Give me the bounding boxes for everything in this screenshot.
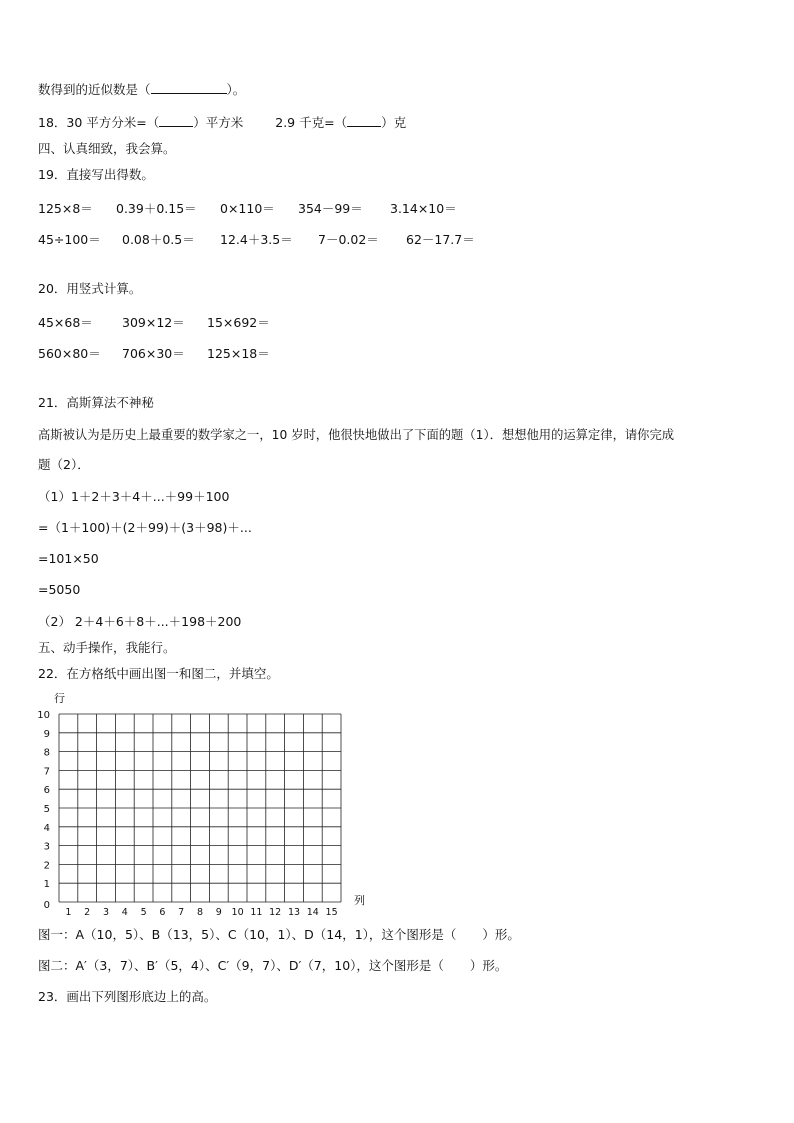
- grid-y-tick-label: 10: [37, 710, 50, 721]
- q22-figure-1: [38, 927, 520, 943]
- q19-r1-c5: 3.14×10＝: [390, 201, 457, 216]
- q22-fig2-suffix: ）形。: [469, 958, 508, 973]
- q18-blank-1[interactable]: [159, 126, 193, 127]
- q21-title: 21．高斯算法不神秘: [38, 395, 154, 410]
- q22-fig1-suffix: ）形。: [482, 927, 520, 942]
- grid-x-tick-label: 14: [306, 907, 319, 918]
- q19-r1-c4: 354－99＝: [298, 201, 363, 216]
- grid-x-ticks: [65, 907, 337, 918]
- section-4-heading: 四、认真细致，我会算。: [38, 141, 176, 156]
- q19-r2-c5: 62－17.7＝: [406, 232, 475, 247]
- q23-title: 23．画出下列图形底边上的高。: [38, 989, 217, 1004]
- q19-r1-c3: 0×110＝: [220, 201, 275, 216]
- grid-x-tick-label: 1: [65, 907, 72, 918]
- grid-x-tick-label: 2: [84, 907, 91, 918]
- q19-r2-c2: 0.08＋0.5＝: [122, 232, 195, 247]
- grid-x-tick-label: 5: [140, 907, 147, 918]
- q21-line-2: =（1＋100)＋(2＋99)＋(3＋98)＋...: [38, 520, 252, 535]
- grid-y-tick-label: 0: [43, 900, 50, 911]
- grid-y-tick-label: 7: [43, 766, 50, 778]
- q17-tail-close: ）。: [226, 82, 246, 97]
- grid-lines: [59, 714, 341, 902]
- grid-y-tick-label: 8: [43, 747, 50, 759]
- q19-r2-c1: 45÷100＝: [38, 232, 101, 247]
- grid-y-tick-label: 6: [43, 785, 50, 797]
- q20-r2-c2: 706×30＝: [122, 346, 185, 361]
- grid-y-tick-label: 5: [43, 804, 50, 815]
- grid-x-tick-label: 4: [121, 907, 128, 918]
- grid-x-tick-label: 6: [159, 907, 166, 918]
- q21-description-1: 高斯被认为是历史上最重要的数学家之一，10 岁时，他很快地做出了下面的题（1）．想想他用的运算定律，请你完成: [38, 428, 675, 442]
- q17-tail-text: 数得到的近似数是（: [38, 82, 151, 97]
- grid-y-ticks: [37, 710, 50, 911]
- q18-part1-prefix: 18．30 平方分米=（: [38, 115, 160, 130]
- q19-r1-c2: 0.39＋0.15＝: [116, 201, 197, 216]
- grid-x-tick-label: 12: [269, 907, 282, 918]
- section-5-heading: 五、动手操作，我能行。: [38, 640, 176, 655]
- q21-line-1: （1）1＋2＋3＋4＋...＋99＋100: [38, 489, 230, 504]
- q22-figure-2: [38, 958, 507, 974]
- q19-r1-c1: 125×8＝: [38, 201, 93, 216]
- grid-col-label: 列: [354, 894, 365, 907]
- grid-x-tick-label: 8: [196, 907, 204, 918]
- grid-y-tick-label: 1: [43, 879, 50, 891]
- coordinate-grid[interactable]: [30, 688, 380, 920]
- q21-line-4: =5050: [38, 582, 81, 597]
- q19-title: 19．直接写出得数。: [38, 167, 154, 182]
- q22-title: 22．在方格纸中画出图一和图二，并填空。: [38, 666, 279, 681]
- q21-description-2: 题（2）．: [38, 457, 90, 472]
- grid-x-tick-label: 7: [178, 907, 185, 918]
- q17-answer-blank[interactable]: [151, 93, 227, 94]
- grid-row-label: 行: [54, 692, 65, 705]
- q19-r2-c4: 7－0.02＝: [318, 232, 379, 247]
- grid-x-tick-label: 10: [231, 907, 244, 918]
- q21-line-5: （2） 2＋4＋6＋8＋...＋198＋200: [38, 614, 242, 629]
- q18-part2-suffix: ）克: [381, 115, 407, 130]
- grid-x-tick-label: 9: [215, 907, 222, 918]
- q20-r1-c3: 15×692＝: [207, 315, 270, 330]
- grid-y-tick-label: 9: [43, 728, 50, 740]
- q21-line-3: =101×50: [38, 551, 99, 566]
- grid-x-tick-label: 3: [102, 907, 110, 918]
- q18-part2-prefix: 2.9 千克=（: [275, 115, 348, 130]
- q18-part1-suffix: ）平方米: [193, 115, 244, 130]
- grid-y-tick-label: 4: [43, 822, 50, 834]
- q20-r2-c1: 560×80＝: [38, 346, 101, 361]
- q17-tail: [38, 82, 245, 98]
- grid-x-tick-label: 11: [250, 907, 263, 918]
- grid-y-tick-label: 3: [43, 841, 50, 853]
- grid-x-tick-label: 13: [287, 907, 301, 918]
- q22-fig1-text: 图一：A（10，5）、B（13，5）、C（10，1）、D（14，1），这个图形是（: [38, 927, 457, 942]
- q20-r1-c1: 45×68＝: [38, 315, 93, 330]
- q22-fig2-text: 图二：A′（3，7）、B′（5，4）、C′（9，7）、D′（7，10），这个图形是（: [38, 958, 444, 973]
- q18-blank-2[interactable]: [347, 126, 381, 127]
- q19-r2-c3: 12.4＋3.5＝: [220, 232, 293, 247]
- q20-title: 20．用竖式计算。: [38, 281, 142, 296]
- q18: [38, 115, 406, 131]
- grid-x-tick-label: 15: [325, 907, 338, 918]
- grid-y-tick-label: 2: [43, 860, 50, 872]
- q20-r2-c3: 125×18＝: [207, 346, 270, 361]
- q20-r1-c2: 309×12＝: [122, 315, 185, 330]
